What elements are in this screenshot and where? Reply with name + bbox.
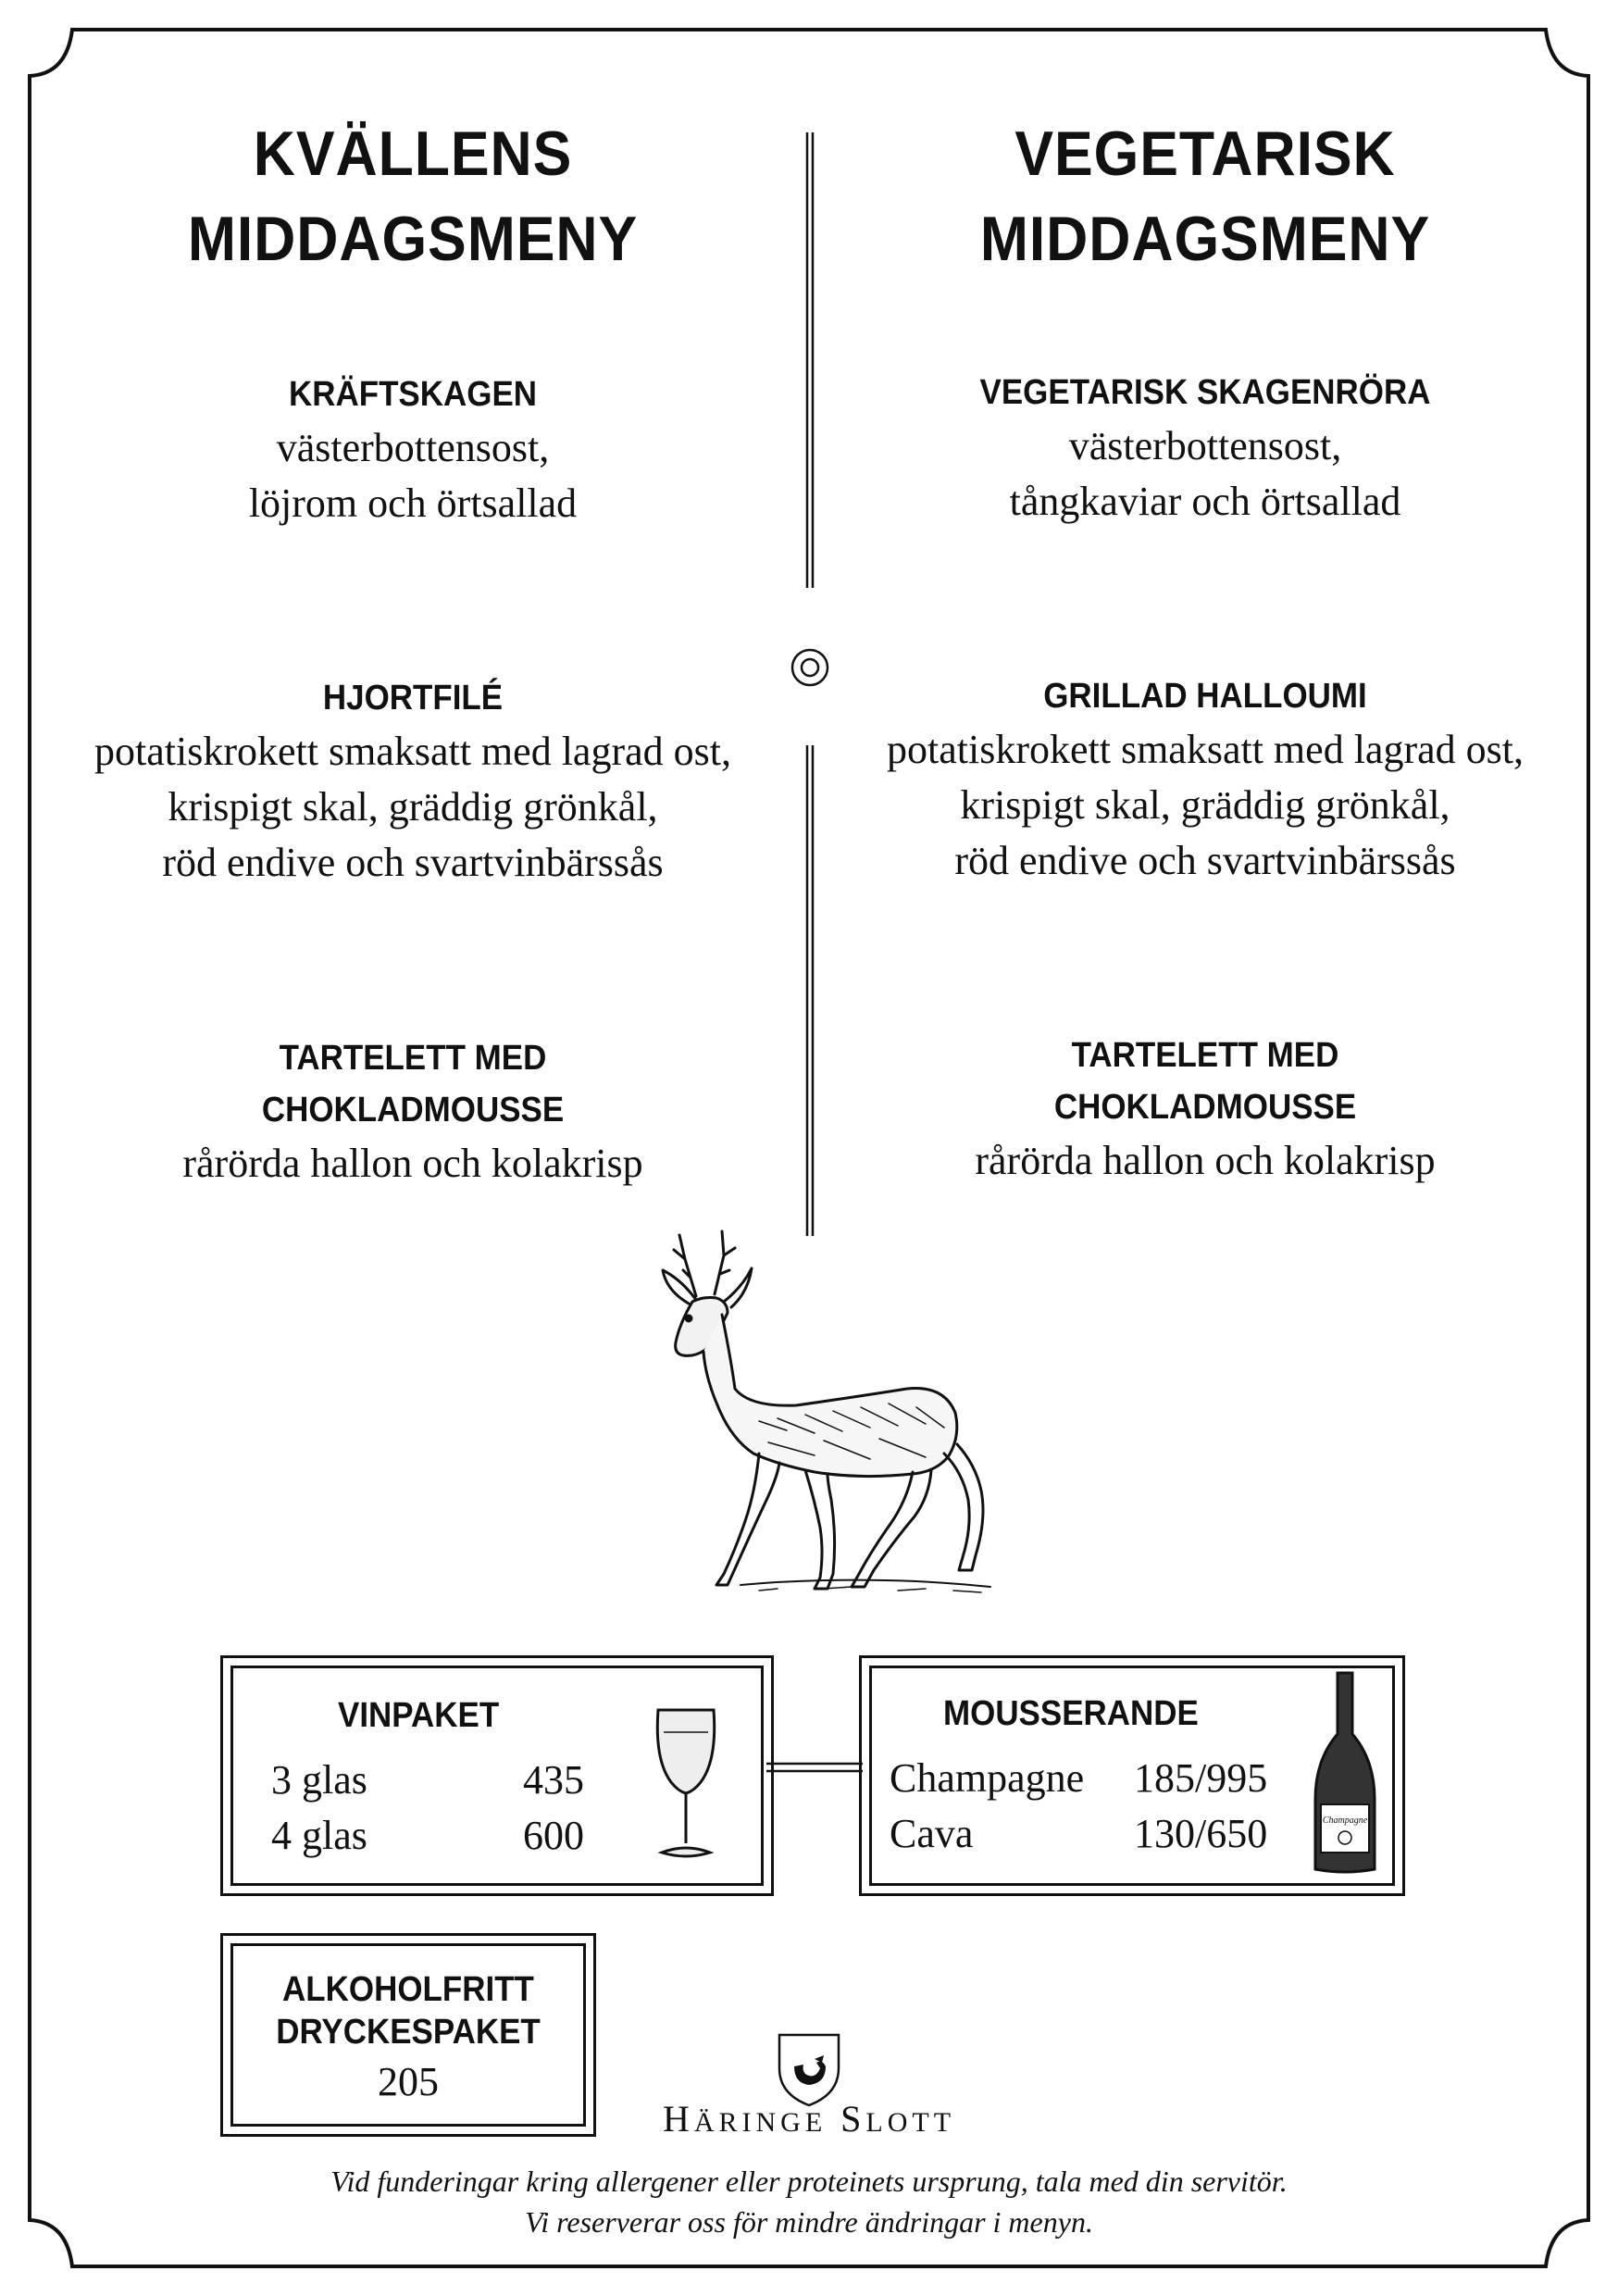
left-dessert [15, 1032, 811, 1192]
brand-initial: S [840, 2098, 866, 2140]
right-menu-title-line1: VEGETARISK [1014, 119, 1396, 189]
dish-desc-line: rårörda hallon och kolakrisp [975, 1138, 1436, 1183]
dish-name: VEGETARISK SKAGENRÖRA [979, 373, 1431, 412]
dish-name: TARTELETT MED [279, 1039, 547, 1078]
brand-name [0, 2097, 1618, 2140]
mousserande-row-label: Cava [890, 1811, 974, 1856]
vinpaket-row-label: 4 glas [271, 1813, 367, 1858]
champagne-bottle-icon [1306, 1669, 1384, 1878]
changes-note: Vi reserverar oss för mindre ändringar i menyn. [525, 2205, 1093, 2239]
dish-desc-line: löjrom och örtsallad [248, 480, 578, 526]
dish-name: HJORTFILÉ [322, 679, 504, 718]
dish-desc-line: potatiskrokett smaksatt med lagrad ost, [887, 727, 1524, 772]
left-main-course [15, 672, 811, 891]
mousserande-row-label: Champagne [890, 1755, 1085, 1801]
box-connector [766, 1759, 863, 1778]
left-menu-title [46, 111, 778, 281]
dish-desc-line: röd endive och svartvinbärssås [162, 840, 664, 885]
alkoholfritt-title-line2: DRYCKESPAKET [276, 2013, 541, 2052]
left-starter [15, 368, 811, 531]
mousserande-row-price: 185/995 [1134, 1755, 1268, 1801]
dish-name: CHOKLADMOUSSE [261, 1091, 565, 1129]
dish-name: KRÄFTSKAGEN [288, 375, 538, 414]
right-main-course [807, 670, 1603, 889]
vinpaket-title: VINPAKET [338, 1696, 500, 1735]
dish-name: CHOKLADMOUSSE [1053, 1088, 1357, 1127]
dish-desc-line: västerbottensost, [1068, 423, 1342, 468]
wine-glass-icon [649, 1704, 723, 1862]
brand-initial: H [662, 2098, 694, 2140]
dish-name: TARTELETT MED [1071, 1036, 1339, 1075]
vinpaket-row-label: 3 glas [271, 1757, 367, 1803]
dish-desc-line: västerbottensost, [276, 425, 550, 470]
mousserande-title: MOUSSERANDE [943, 1694, 1199, 1733]
dish-desc-line: potatiskrokett smaksatt med lagrad ost, [94, 729, 731, 774]
right-menu-title-line2: MIDDAGSMENY [979, 204, 1431, 274]
right-dessert [807, 1029, 1603, 1189]
brand-rest: ÄRINGE [693, 2107, 828, 2138]
dish-desc-line: rårörda hallon och kolakrisp [182, 1141, 643, 1186]
left-menu-title-line1: KVÄLLENS [253, 119, 573, 189]
dish-desc-line: krispigt skal, gräddig grönkål, [168, 784, 658, 830]
mousserande-row-price: 130/650 [1134, 1811, 1268, 1856]
vinpaket-row-price: 600 [523, 1813, 584, 1858]
vinpaket-row-price: 435 [523, 1757, 584, 1803]
dish-desc-line: tångkaviar och örtsallad [1009, 479, 1401, 524]
brand-rest: LOTT [865, 2107, 956, 2138]
deer-illustration [639, 1222, 1009, 1611]
dish-name: GRILLAD HALLOUMI [1043, 677, 1367, 716]
bottle-label-text: Champagne [1322, 1816, 1368, 1826]
alkoholfritt-title-line1: ALKOHOLFRITT [282, 1970, 534, 2009]
right-starter [807, 367, 1603, 530]
vinpaket-box [220, 1655, 774, 1896]
dish-desc-line: krispigt skal, gräddig grönkål, [960, 782, 1450, 828]
right-menu-title [839, 111, 1571, 281]
allergen-note: Vid funderingar kring allergener eller proteinets ursprung, tala med din servitör. [330, 2165, 1288, 2198]
left-menu-title-line2: MIDDAGSMENY [187, 204, 639, 274]
alkoholfritt-price: 205 [378, 2059, 439, 2104]
mousserande-box [859, 1655, 1405, 1896]
dish-desc-line: röd endive och svartvinbärssås [954, 838, 1456, 883]
